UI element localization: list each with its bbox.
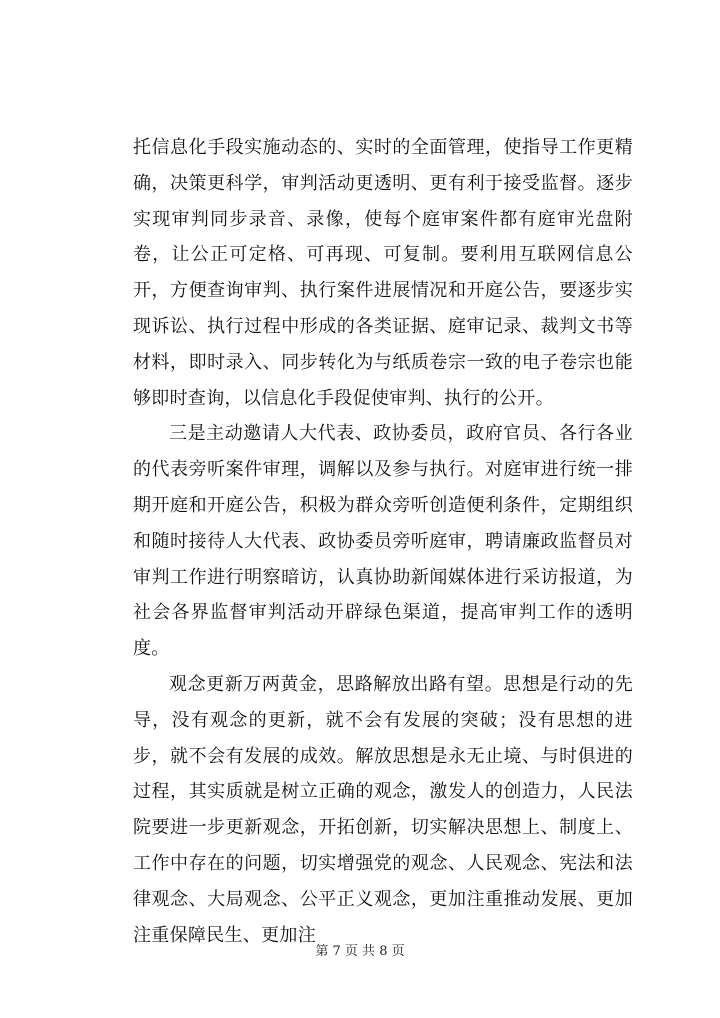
- paragraph-3: 观念更新万两黄金，思路解放出路有望。思想是行动的先导，没有观念的更新，就不会有发展的突破；没有思想的进步，就不会有发展的成效。解放思想是永无止境、与时俱进的过程，其实质就是树立正确的观念，激发人的创造力，人民法院要进一步更新观念，开拓创新，切实解决思想上、制度上、工作中存在的问题，切实增强党的观念、人民观念、宪法和法律观念、大局观念、公平正义观念，更加注重推动发展、更加注重保障民生、更加注: [133, 673, 633, 946]
- paragraph-1: 托信息化手段实施动态的、实时的全面管理，使指导工作更精确，决策更科学，审判活动更透明、更有利于接受监督。逐步实现审判同步录音、录像，使每个庭审案件都有庭审光盘附卷，让公正可定格、可再现、可复制。要利用互联网信息公开，方便查询审判、执行案件进展情况和开庭公告，要逐步实现诉讼、执行过程中形成的各类证据、庭审记录、裁判文书等材料，即时录入、同步转化为与纸质卷宗一致的电子卷宗也能够即时查询，以信息化手段促使审判、执行的公开。: [133, 137, 633, 409]
- page-number-footer: 第 7 页 共 8 页: [315, 944, 405, 959]
- document-body: [133, 130, 633, 953]
- paragraph-2: 三是主动邀请人大代表、政协委员，政府官员、各行各业的代表旁听案件审理，调解以及参与执行。对庭审进行统一排期开庭和开庭公告，积极为群众旁听创造便利条件，定期组织和随时接待人大代表、政协委员旁听庭审，聘请廉政监督员对审判工作进行明察暗访，认真协助新闻媒体进行采访报道，为社会各界监督审判活动开辟绿色渠道，提高审判工作的透明度。: [133, 423, 633, 660]
